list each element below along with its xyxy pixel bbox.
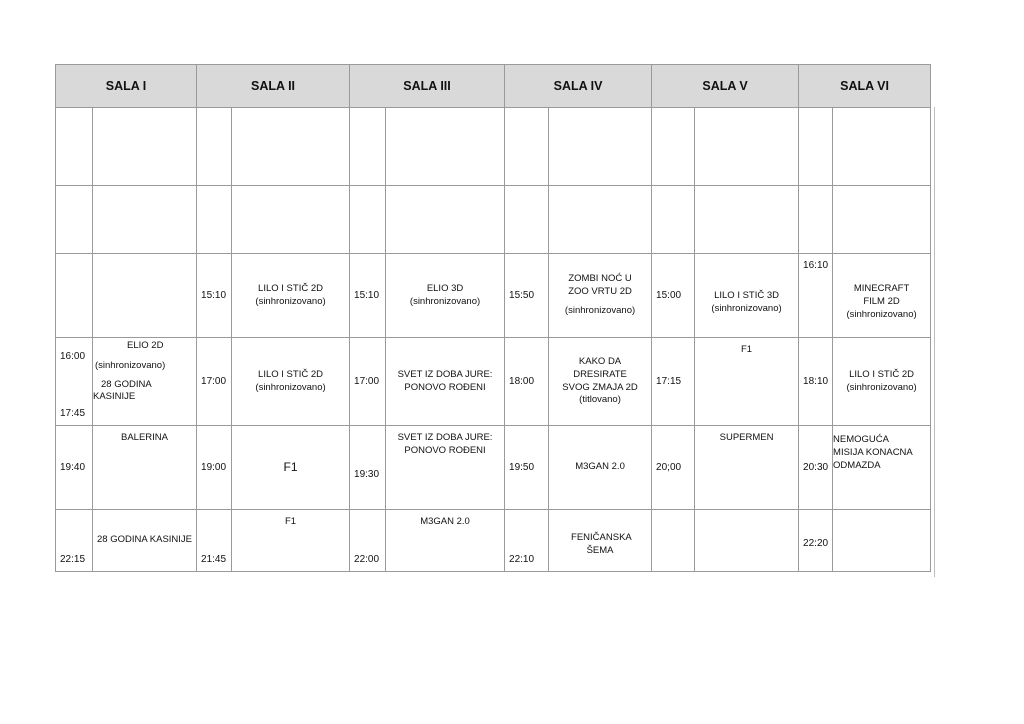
movie-cell (695, 426, 799, 510)
showtime-cell (56, 338, 93, 426)
schedule-row (56, 338, 931, 426)
movie-note: (titlovano) (579, 394, 621, 406)
movie-cell (93, 426, 197, 510)
movie-note: (sinhronizovano) (255, 381, 326, 393)
movie-cell (93, 254, 197, 338)
movie-title: LILO I STIČ 3D (714, 289, 780, 301)
movie-cell (833, 338, 931, 426)
hall-header: SALA V (652, 65, 799, 108)
showtime: 19:30 (350, 426, 386, 510)
movie-cell (695, 338, 799, 426)
movie-note: (sinhronizovano) (255, 295, 326, 307)
showtime: 17:15 (652, 338, 695, 426)
showtime: 22:00 (350, 510, 386, 572)
showtime: 18:00 (505, 338, 549, 426)
movie-cell (549, 338, 652, 426)
movie-title: ZOMBI NOĆ U ZOO VRTU 2D (568, 273, 632, 298)
page-edge-line (934, 107, 935, 577)
movie-cell (386, 338, 505, 426)
movie-title: 28 GODINA KASINIJE (96, 534, 193, 546)
movie-cell (695, 510, 799, 572)
hall-header: SALA II (197, 65, 350, 108)
showtime (652, 510, 695, 572)
showtime: 15:10 (197, 254, 232, 338)
movie-cell (549, 510, 652, 572)
movie-title: M3GAN 2.0 (575, 461, 625, 473)
movie-cell (232, 426, 350, 510)
movie-cell (232, 338, 350, 426)
movie-title: LILO I STIČ 2D (258, 368, 323, 380)
hall-header: SALA VI (799, 65, 931, 108)
movie-note: (sinhronizovano) (711, 302, 782, 314)
movie-note: (sinhronizovano) (846, 381, 917, 393)
movie-title: ELIO 3D (426, 282, 464, 294)
movie-cell (833, 254, 931, 338)
movie-note: (sinhronizovano) (564, 304, 636, 316)
movie-title: LILO I STIČ 2D (258, 282, 323, 294)
showtime: 17:00 (197, 338, 232, 426)
movie-cell (549, 426, 652, 510)
showtime: 20:30 (799, 426, 833, 510)
movie-cell (232, 510, 350, 572)
movie-title: F1 (741, 344, 753, 355)
movie-title: ELIO 2D (127, 340, 164, 351)
schedule-row (56, 426, 931, 510)
showtime: 18:10 (799, 338, 833, 426)
showtime: 22:20 (799, 510, 833, 572)
movie-cell (386, 510, 505, 572)
hall-header-row (56, 65, 931, 108)
showtime: 20;00 (652, 426, 695, 510)
showtime: 15:50 (505, 254, 549, 338)
movie-title: LILO I STIČ 2D (849, 368, 915, 380)
movie-title: SVET IZ DOBA JURE: PONOVO ROĐENI (397, 432, 493, 456)
schedule-row (56, 510, 931, 572)
showtime: 19:00 (197, 426, 232, 510)
movie-title: KAKO DA DRESIRATE SVOG ZMAJA 2D (562, 355, 638, 393)
movie-title: F1 (283, 460, 298, 475)
movie-note: (sinhronizovano) (95, 359, 166, 371)
showtime: 15:10 (350, 254, 386, 338)
movie-cell (93, 510, 197, 572)
movie-title: 28 GODINA KASINIJE (93, 378, 152, 403)
showtime: 21:45 (197, 510, 232, 572)
showtime: 19:40 (56, 426, 93, 510)
showtime: 17:45 (60, 407, 86, 419)
movie-note: (sinhronizovano) (409, 295, 481, 307)
movie-title: BALERINA (121, 432, 168, 443)
movie-cell (386, 254, 505, 338)
movie-title: SVET IZ DOBA JURE: PONOVO ROĐENI (397, 368, 493, 393)
movie-title: F1 (284, 516, 297, 527)
schedule-row (56, 254, 931, 338)
empty-row (56, 186, 931, 254)
movie-cell (833, 510, 931, 572)
movie-title: NEMOGUĆA MISIJA KONACNA ODMAZDA (833, 434, 913, 471)
movie-title: FENIČANSKA ŠEMA (571, 531, 632, 556)
showtime: 16:10 (799, 254, 833, 338)
showtime (56, 254, 93, 338)
empty-row (56, 108, 931, 186)
showtime: 16:00 (60, 350, 86, 362)
movie-title: M3GAN 2.0 (420, 516, 470, 527)
hall-header: SALA III (350, 65, 505, 108)
movie-cell (833, 426, 931, 510)
movie-cell (386, 426, 505, 510)
showtime: 15:00 (652, 254, 695, 338)
movie-cell (232, 254, 350, 338)
cinema-schedule-table (55, 64, 931, 572)
showtime: 19:50 (505, 426, 549, 510)
showtime: 22:10 (505, 510, 549, 572)
movie-cell (695, 254, 799, 338)
hall-header: SALA I (56, 65, 197, 108)
movie-cell (93, 338, 197, 426)
showtime: 17:00 (350, 338, 386, 426)
movie-title: MINECRAFT FILM 2D (853, 283, 910, 308)
movie-note: (sinhronizovano) (846, 308, 917, 320)
movie-cell (549, 254, 652, 338)
hall-header: SALA IV (505, 65, 652, 108)
movie-title: SUPERMEN (719, 432, 774, 443)
showtime: 22:15 (56, 510, 93, 572)
